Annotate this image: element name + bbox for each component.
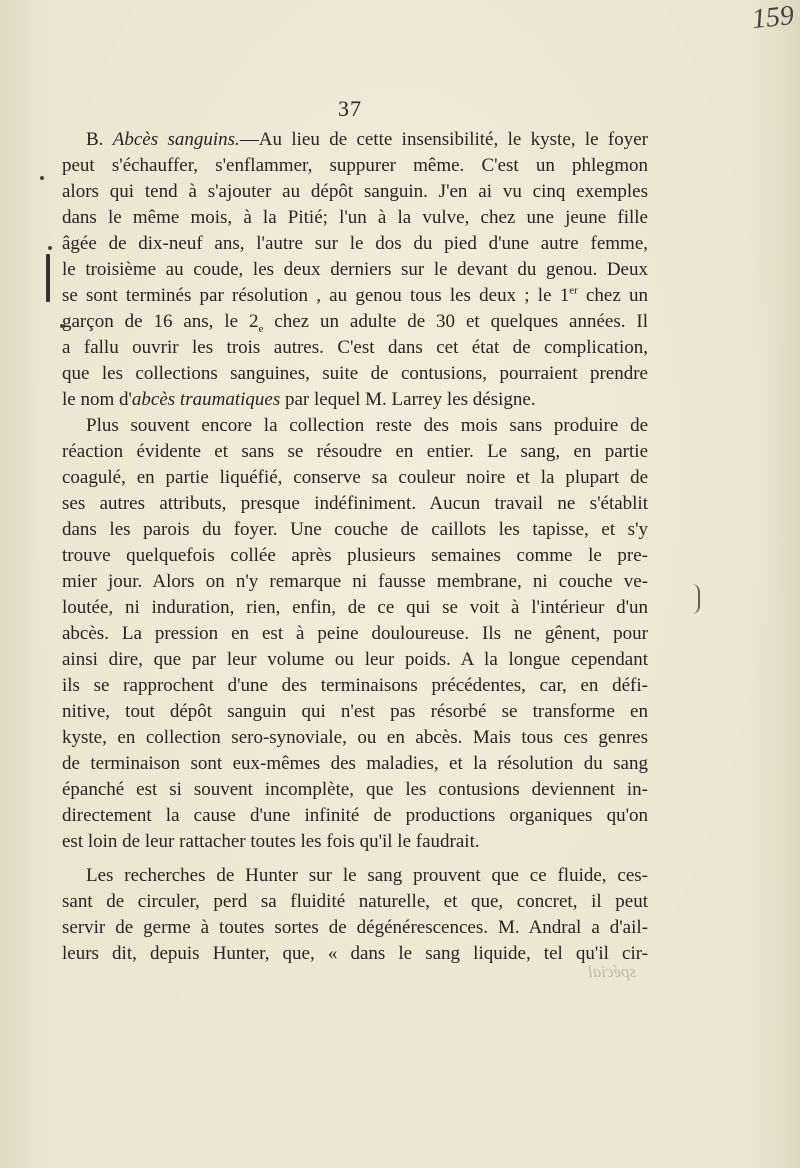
text-line: servir de germe à toutes sortes de dégénérescences. M. Andral a d'ail-: [62, 917, 648, 938]
text-line: loutée, ni induration, rien, enfin, de ce qui se voit à l'intérieur d'un: [62, 597, 648, 618]
text-line: Les recherches de Hunter sur le sang prouvent que ce fluide, ces-: [86, 865, 648, 886]
text-line: que les collections sanguines, suite de contusions, pourraient prendre: [62, 363, 648, 384]
text-line: B. Abcès sanguins.—Au lieu de cette insensibilité, le kyste, le foyer: [86, 129, 648, 150]
bleed-through-text: spécial: [588, 962, 637, 981]
text-line: se sont terminés par résolution , au genou tous les deux ; le 1er chez un: [62, 284, 648, 306]
text-line: réaction évidente et sans se résoudre en entier. Le sang, en partie: [62, 441, 648, 462]
text-line: ainsi dire, que par leur volume ou leur poids. A la longue cependant: [62, 649, 648, 670]
text-line: ils se rapprochent d'une des terminaisons précédentes, car, en défi-: [62, 675, 648, 696]
text-line: peut s'échauffer, s'enflammer, suppurer même. C'est un phlegmon: [62, 155, 648, 176]
text-line: kyste, en collection sero-synoviale, ou en abcès. Mais tous ces genres: [62, 727, 648, 748]
text-line: alors qui tend à s'ajouter au dépôt sanguin. J'en ai vu cinq exemples: [62, 181, 648, 202]
section-heading: Abcès sanguins.: [112, 129, 240, 150]
text-line: directement la cause d'une infinité de productions organiques qu'on: [62, 805, 648, 826]
text-line: le troisième au coude, les deux derniers sur le devant du genou. Deux: [62, 259, 648, 280]
text-line: dans le même mois, à la Pitié; l'un à la vulve, chez une jeune fille: [62, 207, 648, 228]
folio-handwritten-mark: 159: [750, 0, 796, 36]
text-line: épanché est si souvent incomplète, que les contusions deviennent in-: [62, 779, 648, 800]
text-line: Plus souvent encore la collection reste des mois sans produire de: [86, 415, 648, 436]
text-line: dans les parois du foyer. Une couche de caillots les tapisse, et s'y: [62, 519, 648, 540]
text-line: garçon de 16 ans, le $2_e$ chez un adulte de 30 et quelques années. Il: [62, 311, 648, 335]
text-line: le nom d'abcès traumatiques par lequel M. Larrey les désigne.: [62, 389, 536, 410]
text-line: mier jour. Alors on n'y remarque ni fausse membrane, ni couche ve-: [62, 571, 648, 592]
text-line: leurs dit, depuis Hunter, que, « dans le sang liquide, tel qu'il cir-: [62, 943, 648, 964]
text-line: ses autres attributs, presque indéfiniment. Aucun travail ne s'établit: [62, 493, 648, 514]
page-number: 37: [338, 96, 362, 121]
margin-ink-dot: [40, 176, 44, 180]
margin-pencil-mark: [692, 584, 700, 614]
text-line: nitive, tout dépôt sanguin qui n'est pas résorbé se transforme en: [62, 701, 648, 722]
margin-ink-dot: [48, 246, 52, 250]
text-line: a fallu ouvrir les trois autres. C'est dans cet état de complication,: [62, 337, 648, 358]
text-line: sant de circuler, perd sa fluidité naturelle, et que, concret, il peut: [62, 891, 648, 912]
body-text: [62, 127, 648, 967]
text-line: est loin de leur rattacher toutes les fois qu'il le faudrait.: [62, 831, 480, 852]
text-line: coagulé, en partie liquéfié, conserve sa couleur noire et la plupart de: [62, 467, 648, 488]
margin-ink-bar: [46, 254, 50, 302]
text-line: de terminaison sont eux-mêmes des maladies, et la résolution du sang: [62, 753, 648, 774]
text-line: trouve quelquefois collée après plusieurs semaines comme le pre-: [62, 545, 648, 566]
text-line: âgée de dix-neuf ans, l'autre sur le dos du pied d'une autre femme,: [62, 233, 648, 254]
text-line: abcès. La pression en est à peine douloureuse. Ils ne gênent, pour: [62, 623, 648, 644]
